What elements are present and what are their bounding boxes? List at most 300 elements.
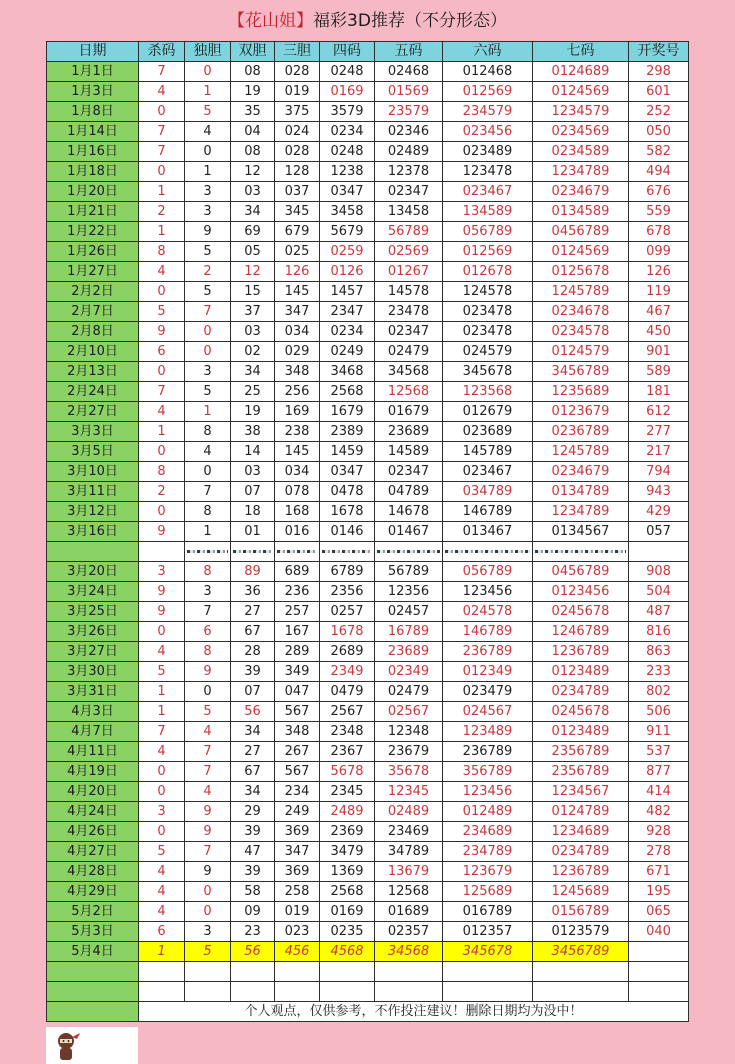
value-cell: 0236789 (533, 422, 629, 442)
value-cell: 348 (275, 722, 320, 742)
value-cell: 0249 (320, 342, 375, 362)
value-cell: 0 (185, 462, 231, 482)
value-cell: 375 (275, 102, 320, 122)
value-cell: 4 (185, 122, 231, 142)
value-cell: 27 (231, 602, 275, 622)
value-cell: 078 (275, 482, 320, 502)
value-cell: 0126 (320, 262, 375, 282)
value-cell: 012489 (443, 802, 533, 822)
date-cell: 1月14日 (47, 122, 139, 142)
value-cell: 56789 (375, 222, 443, 242)
value-cell: 023478 (443, 302, 533, 322)
date-cell: 2月13日 (47, 362, 139, 382)
value-cell: 234689 (443, 822, 533, 842)
value-cell: 12568 (375, 882, 443, 902)
value-cell: 1457 (320, 282, 375, 302)
value-cell: 908 (629, 562, 689, 582)
value-cell: 119 (629, 282, 689, 302)
value-cell: 8 (185, 562, 231, 582)
date-cell: 3月5日 (47, 442, 139, 462)
value-cell: 167 (275, 622, 320, 642)
date-cell: 1月21日 (47, 202, 139, 222)
value-cell: 236 (275, 582, 320, 602)
date-cell: 1月27日 (47, 262, 139, 282)
empty-row (47, 962, 689, 982)
date-cell: 4月28日 (47, 862, 139, 882)
value-cell: 126 (275, 262, 320, 282)
value-cell: 3468 (320, 362, 375, 382)
value-cell: 1679 (320, 402, 375, 422)
value-cell: 2 (139, 202, 185, 222)
date-cell: 1月1日 (47, 62, 139, 82)
value-cell: 345678 (443, 942, 533, 962)
value-cell: 012569 (443, 242, 533, 262)
value-cell: 901 (629, 342, 689, 362)
value-cell: 0 (139, 442, 185, 462)
value-cell: 369 (275, 862, 320, 882)
value-cell: 7 (139, 122, 185, 142)
table-header-row (47, 42, 689, 62)
table-row (47, 882, 689, 902)
value-cell: 146789 (443, 502, 533, 522)
value-cell: 7 (139, 62, 185, 82)
recommendation-sheet (46, 41, 688, 1022)
date-cell: 4月29日 (47, 882, 139, 902)
value-cell: 0124689 (533, 62, 629, 82)
column-header: 六码 (443, 42, 533, 62)
value-cell: 559 (629, 202, 689, 222)
value-cell: 4 (139, 862, 185, 882)
value-cell: 0456789 (533, 222, 629, 242)
value-cell: 3579 (320, 102, 375, 122)
value-cell: 0 (139, 162, 185, 182)
value-cell: 0146 (320, 522, 375, 542)
value-cell: 0123579 (533, 922, 629, 942)
value-cell: 134589 (443, 202, 533, 222)
value-cell: 145 (275, 282, 320, 302)
value-cell: 249 (275, 802, 320, 822)
value-cell: 3456789 (533, 362, 629, 382)
value-cell: 47 (231, 842, 275, 862)
value-cell: 414 (629, 782, 689, 802)
value-cell: 482 (629, 802, 689, 822)
value-cell: 23469 (375, 822, 443, 842)
table-row (47, 622, 689, 642)
value-cell: 040 (629, 922, 689, 942)
value-cell: 123456 (443, 582, 533, 602)
value-cell: 89 (231, 562, 275, 582)
value-cell: 019 (275, 902, 320, 922)
value-cell: 37 (231, 302, 275, 322)
table-row (47, 442, 689, 462)
value-cell: 34 (231, 722, 275, 742)
value-cell: 277 (629, 422, 689, 442)
column-header: 三胆 (275, 42, 320, 62)
date-cell: 1月26日 (47, 242, 139, 262)
date-cell: 2月8日 (47, 322, 139, 342)
value-cell: 0 (185, 902, 231, 922)
value-cell: 34568 (375, 362, 443, 382)
table-row (47, 802, 689, 822)
value-cell: 943 (629, 482, 689, 502)
value-cell: 802 (629, 682, 689, 702)
value-cell: 2568 (320, 382, 375, 402)
date-cell: 3月25日 (47, 602, 139, 622)
recommendation-table (46, 41, 689, 1022)
date-cell: 4月27日 (47, 842, 139, 862)
value-cell: 023456 (443, 122, 533, 142)
value-cell: 238 (275, 422, 320, 442)
value-cell: 7 (185, 602, 231, 622)
value-cell: 034789 (443, 482, 533, 502)
value-cell: 28 (231, 642, 275, 662)
value-cell: 1234579 (533, 102, 629, 122)
value-cell: 345678 (443, 362, 533, 382)
table-row (47, 682, 689, 702)
value-cell: 024567 (443, 702, 533, 722)
date-cell: 2月7日 (47, 302, 139, 322)
value-cell: 0234578 (533, 322, 629, 342)
value-cell: 506 (629, 702, 689, 722)
value-cell: 236789 (443, 742, 533, 762)
table-row (47, 902, 689, 922)
table-row (47, 582, 689, 602)
value-cell: 5 (139, 842, 185, 862)
value-cell: 145 (275, 442, 320, 462)
value-cell: 01467 (375, 522, 443, 542)
value-cell: 2567 (320, 702, 375, 722)
value-cell: 099 (629, 242, 689, 262)
table-row (47, 502, 689, 522)
value-cell: 028 (275, 62, 320, 82)
date-cell: 3月11日 (47, 482, 139, 502)
value-cell: 02479 (375, 342, 443, 362)
value-cell: 4 (139, 642, 185, 662)
value-cell: 02349 (375, 662, 443, 682)
value-cell: 3 (185, 582, 231, 602)
value-cell: 5 (139, 302, 185, 322)
value-cell: 233 (629, 662, 689, 682)
value-cell: 024578 (443, 602, 533, 622)
value-cell: 877 (629, 762, 689, 782)
column-header: 双胆 (231, 42, 275, 62)
table-row (47, 522, 689, 542)
value-cell: 56 (231, 942, 275, 962)
value-cell: 012349 (443, 662, 533, 682)
value-cell: 2 (139, 482, 185, 502)
value-cell: 0124569 (533, 242, 629, 262)
value-cell: 0245678 (533, 602, 629, 622)
value-cell: 258 (275, 882, 320, 902)
value-cell: 34789 (375, 842, 443, 862)
value-cell: 0123489 (533, 662, 629, 682)
value-cell: 9 (185, 662, 231, 682)
value-cell: 9 (185, 802, 231, 822)
value-cell: 9 (139, 522, 185, 542)
value-cell: 9 (185, 822, 231, 842)
table-row (47, 742, 689, 762)
table-row (47, 102, 689, 122)
value-cell: 0123679 (533, 402, 629, 422)
value-cell: 911 (629, 722, 689, 742)
value-cell: 0234678 (533, 302, 629, 322)
value-cell: 02479 (375, 682, 443, 702)
value-cell: 4 (139, 262, 185, 282)
value-cell: 024579 (443, 342, 533, 362)
column-header: 独胆 (185, 42, 231, 62)
value-cell: 2689 (320, 642, 375, 662)
value-cell: 04789 (375, 482, 443, 502)
value-cell: 0 (185, 142, 231, 162)
value-cell: 39 (231, 822, 275, 842)
value-cell: 123679 (443, 862, 533, 882)
value-cell: 23 (231, 922, 275, 942)
column-header: 四码 (320, 42, 375, 62)
column-header: 日期 (47, 42, 139, 62)
value-cell: 14578 (375, 282, 443, 302)
date-cell: 1月8日 (47, 102, 139, 122)
date-cell: 2月24日 (47, 382, 139, 402)
table-row (47, 602, 689, 622)
value-cell: 0248 (320, 62, 375, 82)
obscured-cell (320, 542, 375, 562)
value-cell: 25 (231, 382, 275, 402)
table-row (47, 842, 689, 862)
date-cell (47, 1002, 139, 1022)
value-cell: 023467 (443, 182, 533, 202)
value-cell: 18 (231, 502, 275, 522)
value-cell: 01679 (375, 402, 443, 422)
table-row (47, 822, 689, 842)
value-cell: 34 (231, 202, 275, 222)
value-cell: 1245789 (533, 442, 629, 462)
value-cell: 234579 (443, 102, 533, 122)
value-cell: 347 (275, 302, 320, 322)
value-cell: 029 (275, 342, 320, 362)
table-row (47, 262, 689, 282)
value-cell: 1 (139, 182, 185, 202)
value-cell: 12345 (375, 782, 443, 802)
obscured-cell (629, 542, 689, 562)
value-cell: 5 (139, 662, 185, 682)
value-cell: 028 (275, 142, 320, 162)
table-row (47, 342, 689, 362)
value-cell: 35678 (375, 762, 443, 782)
value-cell: 02489 (375, 802, 443, 822)
table-row (47, 782, 689, 802)
value-cell: 537 (629, 742, 689, 762)
value-cell: 429 (629, 502, 689, 522)
value-cell: 3 (185, 922, 231, 942)
table-row (47, 82, 689, 102)
value-cell: 0234 (320, 322, 375, 342)
value-cell: 0 (139, 822, 185, 842)
date-cell: 1月22日 (47, 222, 139, 242)
value-cell: 0234789 (533, 842, 629, 862)
value-cell: 056789 (443, 222, 533, 242)
value-cell: 39 (231, 862, 275, 882)
value-cell: 2389 (320, 422, 375, 442)
value-cell: 8 (139, 462, 185, 482)
value-cell: 4 (185, 722, 231, 742)
value-cell: 6 (139, 922, 185, 942)
empty-cell (629, 982, 689, 1002)
value-cell: 0234679 (533, 462, 629, 482)
value-cell: 0479 (320, 682, 375, 702)
value-cell: 612 (629, 402, 689, 422)
date-cell: 1月3日 (47, 82, 139, 102)
value-cell: 6 (139, 342, 185, 362)
value-cell: 12 (231, 162, 275, 182)
date-cell: 3月10日 (47, 462, 139, 482)
value-cell: 02457 (375, 602, 443, 622)
obscured-cell (533, 542, 629, 562)
value-cell: 1369 (320, 862, 375, 882)
value-cell: 145789 (443, 442, 533, 462)
value-cell: 169 (275, 402, 320, 422)
obscured-cell (375, 542, 443, 562)
obscured-cell (275, 542, 320, 562)
value-cell: 0 (139, 102, 185, 122)
value-cell: 0347 (320, 182, 375, 202)
value-cell: 7 (139, 142, 185, 162)
value-cell: 024 (275, 122, 320, 142)
value-cell: 123456 (443, 782, 533, 802)
value-cell: 601 (629, 82, 689, 102)
value-cell: 0 (139, 762, 185, 782)
value-cell: 012569 (443, 82, 533, 102)
value-cell: 4 (139, 742, 185, 762)
value-cell: 348 (275, 362, 320, 382)
value-cell: 07 (231, 682, 275, 702)
value-cell: 1245689 (533, 882, 629, 902)
value-cell: 0123456 (533, 582, 629, 602)
value-cell: 4 (185, 782, 231, 802)
value-cell: 2347 (320, 302, 375, 322)
value-cell: 34 (231, 362, 275, 382)
empty-cell (139, 982, 185, 1002)
value-cell: 2568 (320, 882, 375, 902)
empty-cell (185, 982, 231, 1002)
table-row (47, 562, 689, 582)
value-cell: 168 (275, 502, 320, 522)
value-cell: 5678 (320, 762, 375, 782)
value-cell: 03 (231, 182, 275, 202)
value-cell: 1235689 (533, 382, 629, 402)
value-cell: 12356 (375, 582, 443, 602)
table-row (47, 402, 689, 422)
value-cell: 7 (185, 762, 231, 782)
value-cell: 8 (185, 422, 231, 442)
value-cell: 195 (629, 882, 689, 902)
value-cell: 2349 (320, 662, 375, 682)
value-cell: 2345 (320, 782, 375, 802)
empty-cell (533, 962, 629, 982)
value-cell: 1678 (320, 622, 375, 642)
value-cell: 04 (231, 122, 275, 142)
value-cell: 14589 (375, 442, 443, 462)
value-cell: 13458 (375, 202, 443, 222)
value-cell: 01267 (375, 262, 443, 282)
value-cell: 023 (275, 922, 320, 942)
value-cell: 7 (185, 842, 231, 862)
value-cell: 347 (275, 842, 320, 862)
value-cell: 7 (139, 382, 185, 402)
value-cell: 065 (629, 902, 689, 922)
value-cell: 67 (231, 762, 275, 782)
value-cell: 794 (629, 462, 689, 482)
value-cell: 3 (185, 202, 231, 222)
column-header: 七码 (533, 42, 629, 62)
value-cell: 256 (275, 382, 320, 402)
value-cell: 450 (629, 322, 689, 342)
value-cell: 0347 (320, 462, 375, 482)
value-cell: 349 (275, 662, 320, 682)
obscured-cell (185, 542, 231, 562)
value-cell: 02357 (375, 922, 443, 942)
table-row (47, 162, 689, 182)
value-cell: 0235 (320, 922, 375, 942)
value-cell: 012678 (443, 262, 533, 282)
table-row (47, 762, 689, 782)
value-cell: 025 (275, 242, 320, 262)
value-cell: 02 (231, 342, 275, 362)
value-cell: 2348 (320, 722, 375, 742)
empty-cell (185, 962, 231, 982)
value-cell: 0245678 (533, 702, 629, 722)
value-cell: 1234789 (533, 502, 629, 522)
value-cell: 056789 (443, 562, 533, 582)
date-cell: 2月2日 (47, 282, 139, 302)
empty-cell (375, 982, 443, 1002)
table-row (47, 542, 689, 562)
value-cell: 23689 (375, 422, 443, 442)
page-title (0, 8, 735, 34)
empty-cell (533, 982, 629, 1002)
value-cell: 02347 (375, 182, 443, 202)
date-cell: 3月12日 (47, 502, 139, 522)
value-cell: 3458 (320, 202, 375, 222)
value-cell: 0134589 (533, 202, 629, 222)
table-row (47, 382, 689, 402)
value-cell: 504 (629, 582, 689, 602)
value-cell: 5 (185, 102, 231, 122)
value-cell: 5 (185, 942, 231, 962)
value-cell: 1234689 (533, 822, 629, 842)
value-cell: 1 (139, 702, 185, 722)
value-cell: 0124569 (533, 82, 629, 102)
value-cell: 1 (139, 422, 185, 442)
value-cell: 1 (139, 222, 185, 242)
value-cell: 057 (629, 522, 689, 542)
value-cell: 1234567 (533, 782, 629, 802)
value-cell: 125689 (443, 882, 533, 902)
date-cell: 4月24日 (47, 802, 139, 822)
value-cell: 1236789 (533, 642, 629, 662)
value-cell: 01689 (375, 902, 443, 922)
value-cell: 050 (629, 122, 689, 142)
value-cell: 023489 (443, 142, 533, 162)
table-row (47, 422, 689, 442)
value-cell: 08 (231, 62, 275, 82)
empty-row (47, 982, 689, 1002)
value-cell: 5 (185, 702, 231, 722)
date-cell: 2月27日 (47, 402, 139, 422)
value-cell: 0123489 (533, 722, 629, 742)
value-cell: 0234679 (533, 182, 629, 202)
table-row (47, 242, 689, 262)
value-cell: 02346 (375, 122, 443, 142)
